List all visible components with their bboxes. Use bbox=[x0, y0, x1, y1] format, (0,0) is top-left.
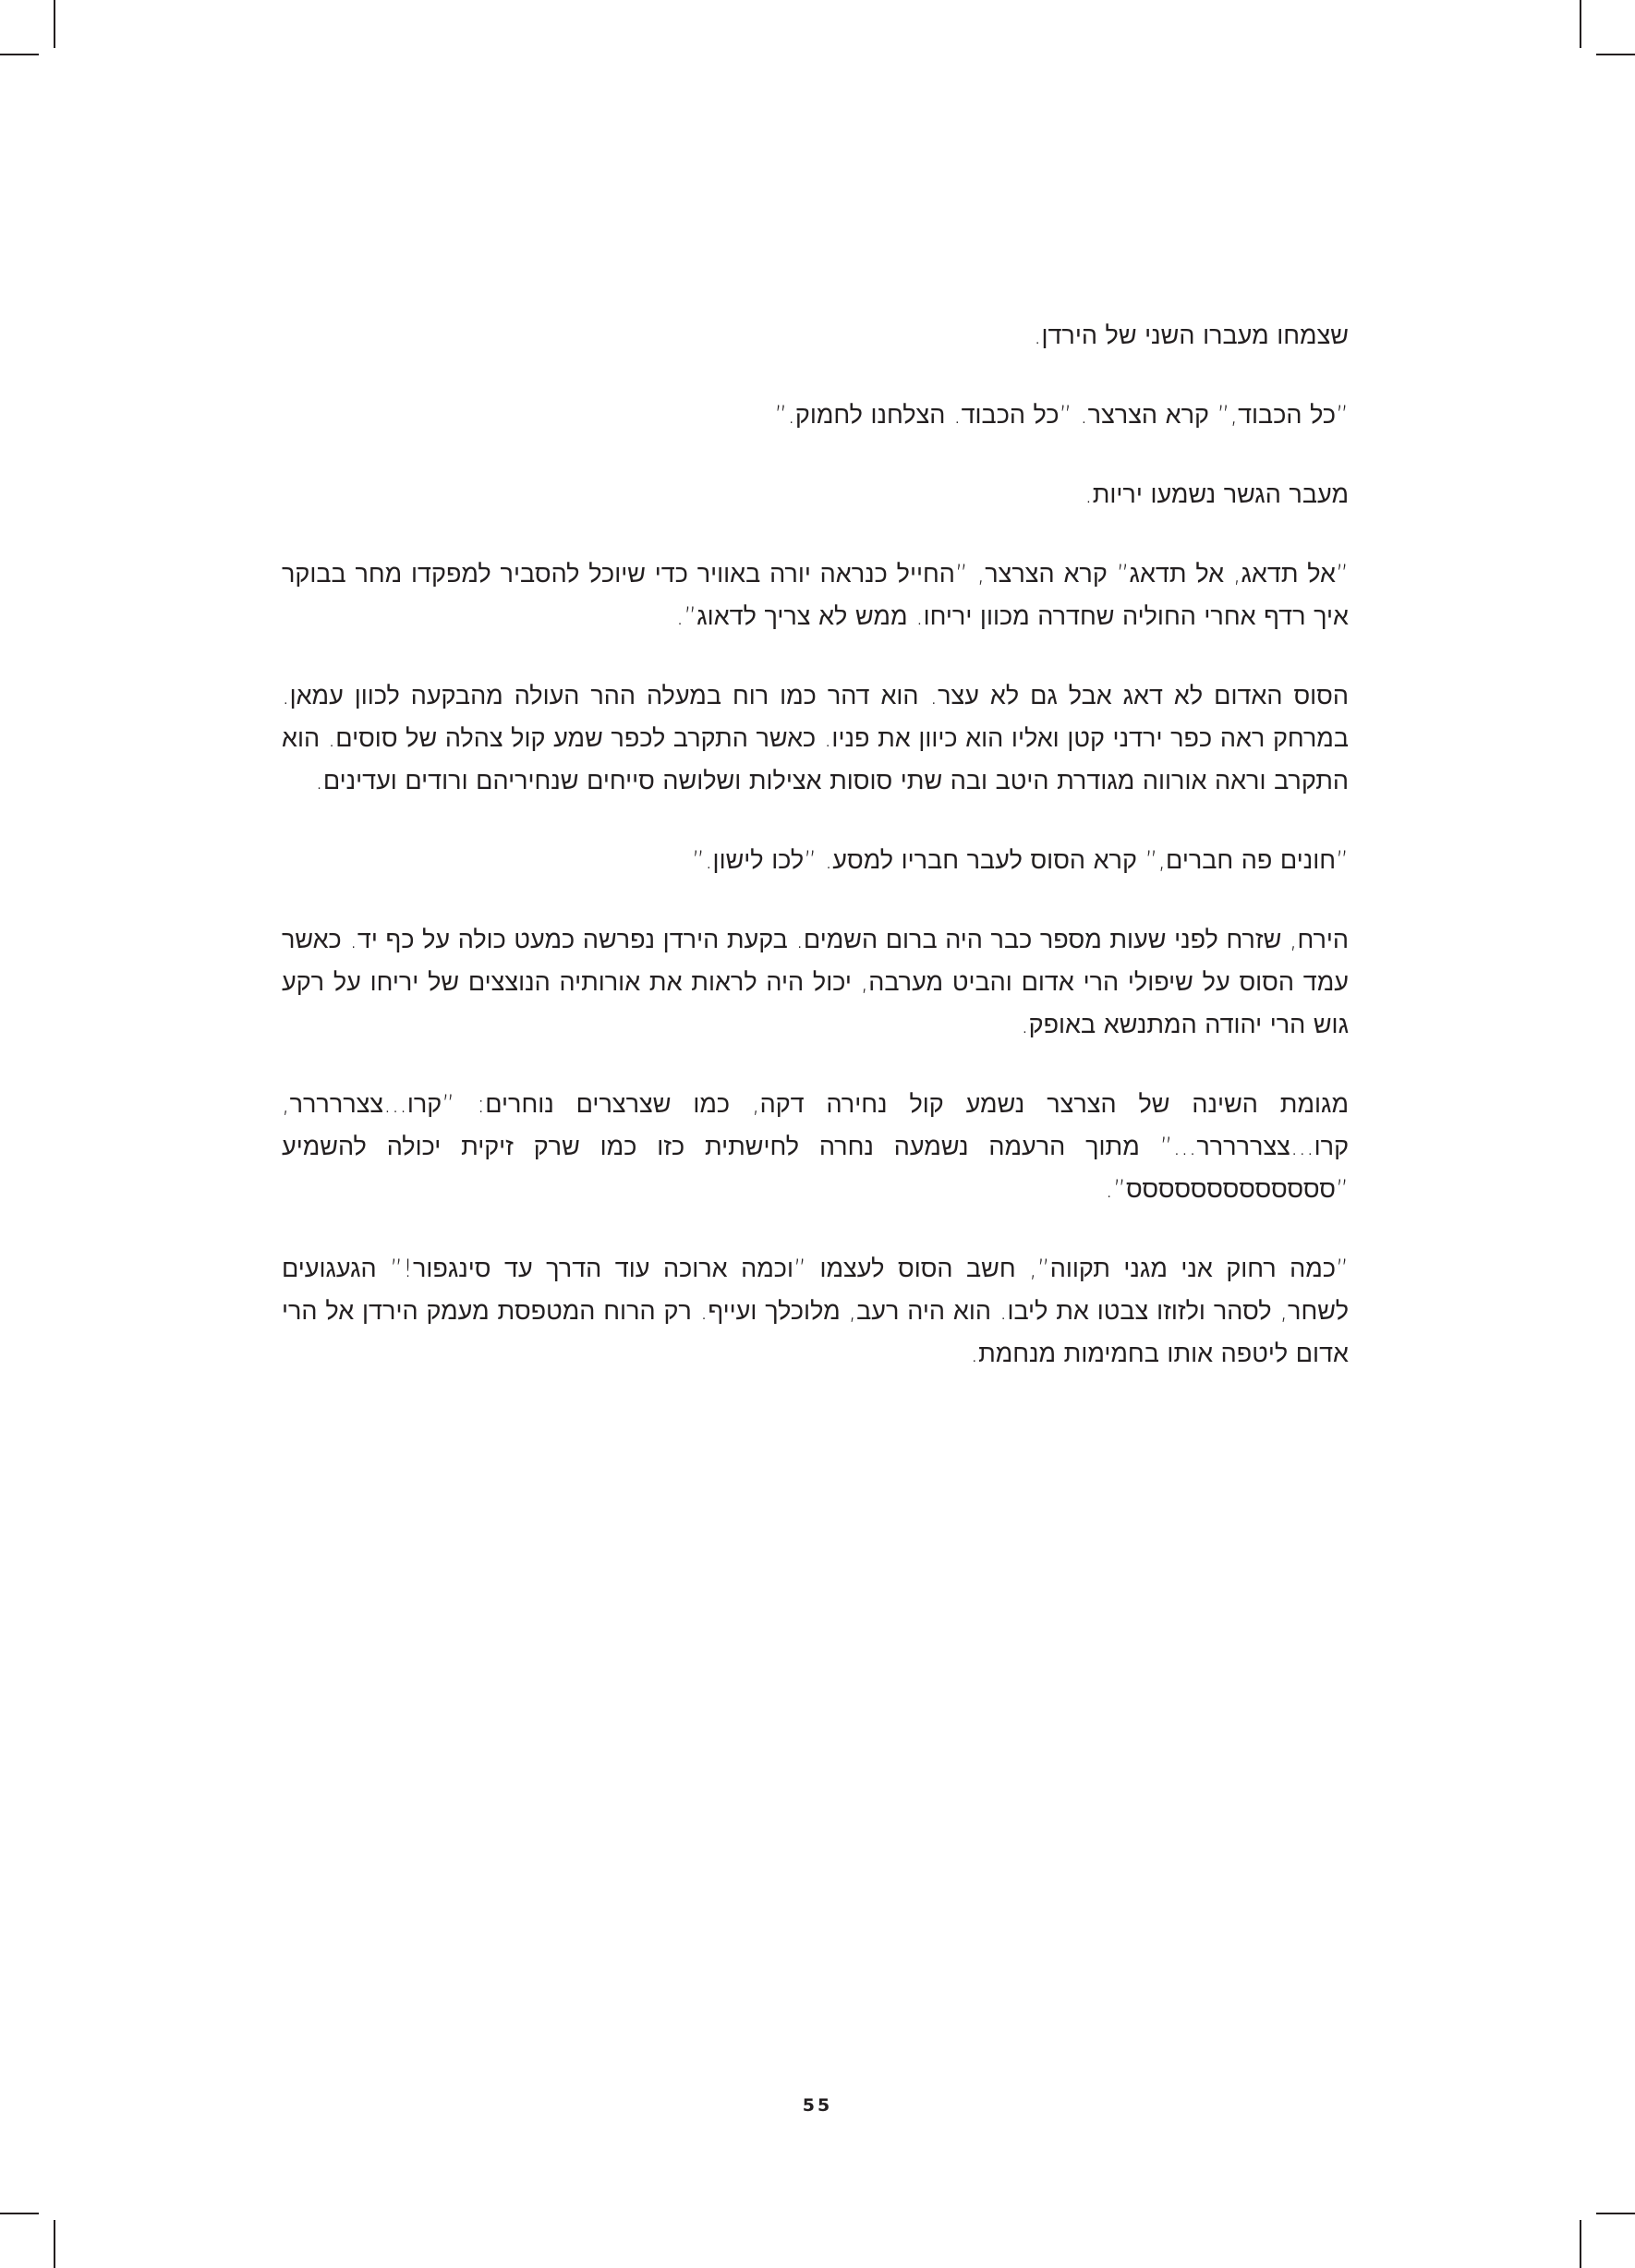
paragraph: מגומת השינה של הצרצר נשמע קול נחירה דקה, כמו שצרצרים נוחרים: ”קרו...צצררררר, קרו...צצררררר...” מתוך הרעמה נשמעה נחרה לחישתית כזו כמו שרק זיקית יכולה להשמיע ”ססססססססססססס”. bbox=[282, 1090, 1349, 1204]
crop-mark-bottom-left-horizontal bbox=[0, 2213, 39, 2214]
page-number: 55 bbox=[802, 2095, 833, 2116]
paragraph: ”חונים פה חברים,” קרא הסוס לעבר חבריו למסע. ”לכו לישון.” bbox=[691, 846, 1349, 875]
paragraph: מעבר הגשר נשמעו יריות. bbox=[1084, 480, 1349, 509]
body-text bbox=[282, 315, 1349, 1413]
paragraph: ”כל הכבוד,” קרא הצרצר. ”כל הכבוד. הצלחנו לחמוק.” bbox=[774, 401, 1349, 430]
paragraph: שצמחו מעברו השני של הירדן. bbox=[1033, 321, 1349, 350]
crop-mark-top-left-horizontal bbox=[0, 54, 39, 55]
crop-mark-top-right-vertical bbox=[1580, 0, 1581, 48]
paragraph: הסוס האדום לא דאג אבל גם לא עצר. הוא דהר כמו רוח במעלה ההר העולה מהבקעה לכוון עמאן. במרחק ראה כפר ירדני קטן ואליו הוא כיוון את פניו. כאשר התקרב לכפר שמע קול צהלה של סוסים. הוא התקרב וראה אורווה מגודרת היטב ובה שתי סוסות אצילות ושלושה סייחים שנחיריהם ורודים ועדינים. bbox=[282, 682, 1349, 795]
paragraph: הירח, שזרח לפני שעות מספר כבר היה ברום השמים. בקעת הירדן נפרשה כמעט כולה על כף יד. כאשר עמד הסוס על שיפולי הרי אדום והביט מערבה, יכול היה לראות את אורותיה הנוצצים של יריחו על רקע גוש הרי יהודה המתנשא באופק. bbox=[282, 926, 1349, 1039]
paragraph: ”כמה רחוק אני מגני תקווה”, חשב הסוס לעצמו ”וכמה ארוכה עוד הדרך עד סינגפור!” הגעגועים לשחר, לסהר ולזוזו צבטו את ליבו. הוא היה רעב, מלוכלך ועייף. רק הרוח המטפסת מעמק הירדן אל הרי אדום ליטפה אותו בחמימות מנחמת. bbox=[282, 1255, 1349, 1368]
crop-mark-top-right-horizontal bbox=[1596, 54, 1635, 55]
crop-mark-bottom-left-vertical bbox=[54, 2220, 55, 2268]
crop-mark-bottom-right-horizontal bbox=[1596, 2213, 1635, 2214]
paragraph: ”אל תדאג, אל תדאג” קרא הצרצר, ”החייל כנראה יורה באוויר כדי שיוכל להסביר למפקדו מחר בבוקר איך רדף אחרי החוליה שחדרה מכוון יריחו. ממש לא צריך לדאוג”. bbox=[282, 560, 1349, 631]
crop-mark-top-left-vertical bbox=[54, 0, 55, 48]
crop-mark-bottom-right-vertical bbox=[1580, 2220, 1581, 2268]
